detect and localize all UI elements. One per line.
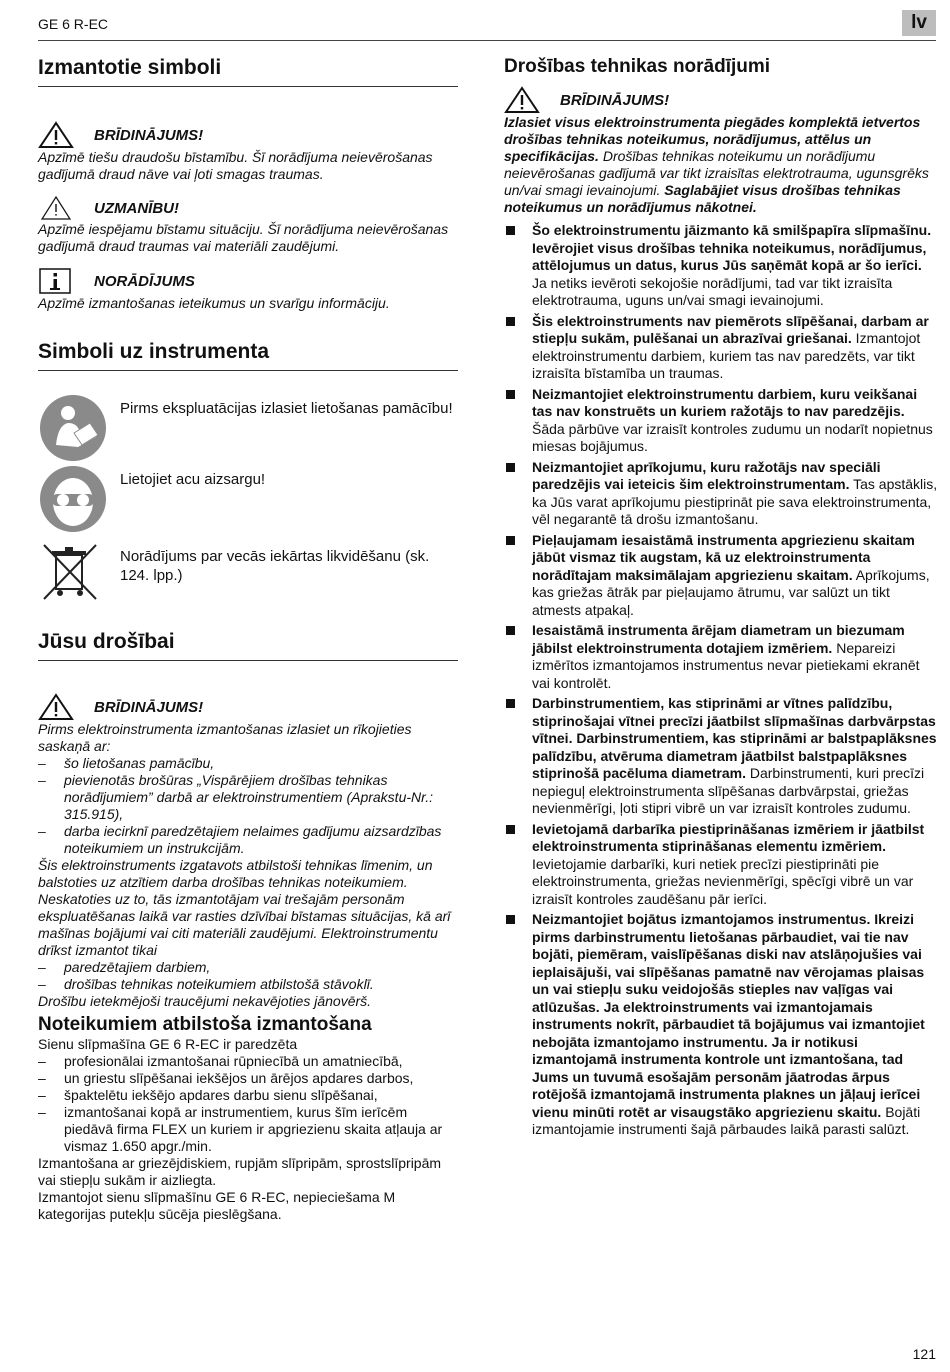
list-item [504,532,940,620]
rule-text: Bojāti izmantojamie instrumenti šajā pārbaudes laikā parasti salūzt. [532,1103,921,1137]
symbol-disposal [38,541,458,606]
info-icon [38,267,74,295]
eye-protection-icon [38,464,108,534]
list-item [504,459,940,529]
rule-bold: Šis elektroinstruments nav piemērots slīpēšanai, darbam ar stiepļu sukām, pulēšanai un abrazīvai griešanai. [532,312,929,346]
list-item [504,386,940,456]
rule-text: Ievietojamie darbarīki, kuri netiek precīzi piestiprināti pie elektroinstrumenta, griežas nevienmērīgi, spēcīgi vibrē un var izraisīt kontroles zaudēšanu pār ierīci. [532,855,914,907]
header-title: GE 6 R-EC [38,16,109,32]
rule-text: Ja netiks ievēroti sekojošie norādījumi, tad var tikt izraisīta elektrotrauma, uguns un/vai smagi ievainojumi. [532,274,893,308]
symbol-disposal-text: Norādījums par vecās iekārtas likvidēšanu (sk. 124. lpp.) [120,548,430,584]
right-intro [504,114,940,216]
language-badge: lv [902,10,936,36]
right-column [504,52,940,1142]
warning-triangle-icon [504,86,540,114]
rule-bold: Neizmantojiet aprīkojumu, kuru ražotājs nav speciāli paredzējis vai ieteicis šim elektroinstrumentam. [532,458,881,492]
symbol-eye-protection [38,464,458,539]
rule-bold: Darbinstrumentiem, kas stiprināmi ar vītnes palīdzību, stiprinošajai vītnei precīzi jāatbilst slīpmašīnas darbvārpstas vītnei. Darbinstrumentiem, kas stiprināmi ar balstpaplāksnes palīdzību, atvēruma diametram jāatbilst balstpaplāksnes stiprinošā pacēluma diametram. [532,695,937,781]
right-warning-title: BRĪDINĀJUMS! [560,91,670,109]
rule-bold: Šo elektroinstrumentu jāizmanto kā smilšpapīra slīpmašīnu. Ievērojiet visus drošības tehnika noteikumus, norādījumus, attēlojumus un datus, kurus Jūs saņēmāt kopā ar šo ierīci. [532,222,932,273]
page-number: 121 [912,1346,936,1362]
section-title-intended-use: Noteikumiem atbilstoša izmantošana [38,1014,372,1035]
bullet-square-icon [506,915,515,924]
rule-text: Izmantojot elektroinstrumentu darbiem, kuriem tas nav paredzēts, var tikt izraisīta bīstamība un traumas. [532,330,921,381]
note-notice [38,267,458,312]
caution-title: UZMANĪBU! [94,199,179,217]
list-item: – šo lietošanas pamācību, [38,755,458,772]
right-warning-head [504,86,940,114]
list-item: – paredzētajiem darbiem, [38,959,458,976]
section-title-your-safety: Jūsu drošībai [38,630,175,653]
rule-bold: Neizmantojiet bojātus izmantojamos instrumentus. Ikreizi pirms darbinstrumentu lietošanas pārbaudiet, vai tie nav bojāti, piemēram, vaislīpēšanas diski nav atslāņojušies vai ieplaisājuši, vai slīpēšanas pamatnē nav vērojamas plaisas un vai stiepļu suku veidojošās stieples nav vaļīgas vai atlūzušas. Ja elektroinstruments vai izmantojamais instruments nokrīt, pārbaudiet tā bojājumus vai izmantojiet nebojāta izmantojamo instrumentu. Ja ir notikusi izmantojamā instrumenta kontrole unt izmantošana, tad Jums un tuvumā esošajām personām jāatrodas ārpus rotējošā izmantojamā instrumenta plaknes un jāļauj ierīcei vienu minūti rotēt ar visaugstāko apgriezienu skaitu. [532,911,925,1120]
list-item [504,695,940,818]
use-intro: Sienu slīpmašīna GE 6 R-EC ir paredzēta [38,1036,298,1052]
list-item: – pievienotās brošūras „Vispārējiem drošības tehnikas norādījumiem” darbā ar elektroinstrumentiem (Aprakstu-Nr.: 315.915), [38,772,458,823]
rule-text: Nepareizi izmērītos izmantojamos instrumentus nevar pietiekami ekranēt vai kontrolēt. [532,639,920,691]
list-item [504,821,940,909]
left-column [38,52,458,1223]
right-intro-bold-2: Saglabājiet visus drošības tehnikas noteikumus un norādījumus nākotnei. [504,182,901,215]
rule-text: Šāda pārbūve var izraisīt kontroles zudumu un nodarīt nopietnus miesas bojājumus. [532,420,933,454]
list-item: – profesionālai izmantošanai rūpniecībā un amatniecībā, [38,1053,458,1070]
symbol-read-manual-text: Pirms ekspluatācijas izlasiet lietošanas pamācību! [120,400,453,417]
section-rule [38,370,458,371]
caution-notice [38,195,458,255]
note-title: NORĀDĪJUMS [94,272,195,290]
safety-warning [38,693,458,721]
warning-text: Apzīmē tiešu draudošu bīstamību. Šī norādījuma neievērošanas gadījumā draud nāve vai ļoti smagas traumas. [38,149,433,182]
symbol-read-manual [38,393,458,468]
section-title-symbols: Izmantotie simboli [38,56,222,79]
bullet-square-icon [506,226,515,235]
rule-text: Tas apstāklis, ka Jūs varat aprīkojumu piestiprināt pie sava elektroinstrumenta, vēl negarantē tā drošu izmantošanu. [532,476,938,527]
section-title-instrument-symbols: Simboli uz instrumenta [38,340,270,363]
section-rule [38,660,458,661]
safety-warning-title: BRĪDINĀJUMS! [94,698,204,716]
list-item [504,222,940,310]
rule-bold: Iesaistāmā instrumenta ārējam diametram un biezumam jābilst elektroinstrumenta dotajiem izmēriem. [532,622,905,656]
list-item: – un griestu slīpēšanai iekšējos un ārējos apdares darbos, [38,1070,458,1087]
symbol-eye-protection-text: Lietojiet acu aizsargu! [120,471,266,488]
list-item: – izmantošanai kopā ar instrumentiem, kurus šīm ierīcēm piedāvā firma FLEX un kuriem ir apgriezienu skaita atļauja ar vismaz 1.650 apgr./min. [38,1104,458,1155]
use-paragraph-1: Izmantošana ar griezējdiskiem, rupjām slīpripām, sprostslīpripām vai stiepļu sukām ir aizliegta. [38,1155,442,1188]
section-rule [38,86,458,87]
bullet-square-icon [506,699,515,708]
safety-list-2 [38,959,458,993]
bullet-square-icon [506,390,515,399]
rule-bold: Pieļaujamam iesaistāmā instrumenta apgriezienu skaitam jābūt vismaz tik augstam, kā uz elektroinstrumenta norādītajam maksimālajam apgriezienu skaitam. [532,531,915,583]
list-item [504,622,940,692]
bullet-square-icon [506,536,515,545]
caution-text: Apzīmē iespējamu bīstamu situāciju. Šī norādījuma neievērošanas gadījumā draud traumas vai materiāli zaudējumi. [38,221,449,254]
list-item: – drošības tehnikas noteikumiem atbilstošā stāvoklī. [38,976,458,993]
use-paragraph-2: Izmantojot sienu slīpmašīnu GE 6 R-EC, nepieciešama M kategorijas putekļu sūcēja pieslēgšana. [38,1189,396,1222]
right-intro-bold: Izlasiet visus elektroinstrumenta piegādes komplektā ietvertos drošības tehnikas noteikumus, norādījumus, attēlus un specifikācijas. [504,114,921,164]
list-item [504,313,940,383]
bullet-square-icon [506,825,515,834]
safety-end: Drošību ietekmējoši traucējumi nekavējoties jānovērš. [38,993,372,1009]
bullet-square-icon [506,317,515,326]
section-title-safety-instructions: Drošības tehnikas norādījumi [504,56,771,77]
read-manual-icon [38,393,108,463]
list-item [504,911,940,1139]
safety-intro: Pirms elektroinstrumenta izmantošanas izlasiet un rīkojieties saskaņā ar: [38,721,412,754]
warning-triangle-icon [38,121,74,149]
caution-triangle-icon [38,195,74,221]
warning-triangle-icon [38,693,74,721]
rule-text: Darbinstrumenti, kuri precīzi nepieguļ elektroinstrumenta slīpēšanas darbvārpstai, griežas nevienmērīgi, ļoti stipri vibrē un var izraisīt kontroles zudumu. [532,765,925,816]
safety-list [38,755,458,857]
rule-text: Aprīkojums, kas griežas ātrāk par pieļaujamo ātrumu, var salūzt un tikt atmests atpakaļ. [532,566,930,618]
list-item: – darba iecirknī paredzētajiem nelaimes gadījumu aizsardzības noteikumiem un instrukcijām. [38,823,458,857]
safety-paragraph: Šis elektroinstruments izgatavots atbilstoši tehnikas līmenim, un balstoties uz atzītiem darba drošības tehnikas noteikumiem. Neskatoties uz to, tās izmantotājam vai trešajām personām ekspluatēšanas laikā var rasties dzīvībai bīstamas situācijas, kā arī mašīnas bojājumi vai citi materiāli zaudējumi. Elektroinstrumentu drīkst izmantot tikai [38,857,451,958]
warning-title: BRĪDINĀJUMS! [94,126,204,144]
rule-bold: Ievietojamā darbarīka piestiprināšanas izmēriem ir jāatbilst elektroinstrumenta stiprināšanas elementu izmēriem. [532,820,925,854]
rule-bold: Neizmantojiet elektroinstrumentu darbiem, kuru veikšanai tas nav konstruēts un kuriem ražotājs to nav paredzējis. [532,385,918,419]
use-list [38,1053,458,1155]
list-item: – špaktelētu iekšējo apdares darbu sienu slīpēšanai, [38,1087,458,1104]
header-rule [38,40,936,41]
bullet-square-icon [506,626,515,635]
bullet-square-icon [506,463,515,472]
crossed-bin-icon [38,541,104,601]
note-text: Apzīmē izmantošanas ieteikumus un svarīgu informāciju. [38,295,390,311]
safety-rules-list [504,222,940,1139]
right-intro-normal: Drošības tehnikas noteikumu un norādījumu neievērošanas gadījumā var tikt izraisītas elektrotrauma, ugunsgrēks un/vai smagi ievainojumi. [504,148,929,198]
warning-notice [38,121,458,183]
